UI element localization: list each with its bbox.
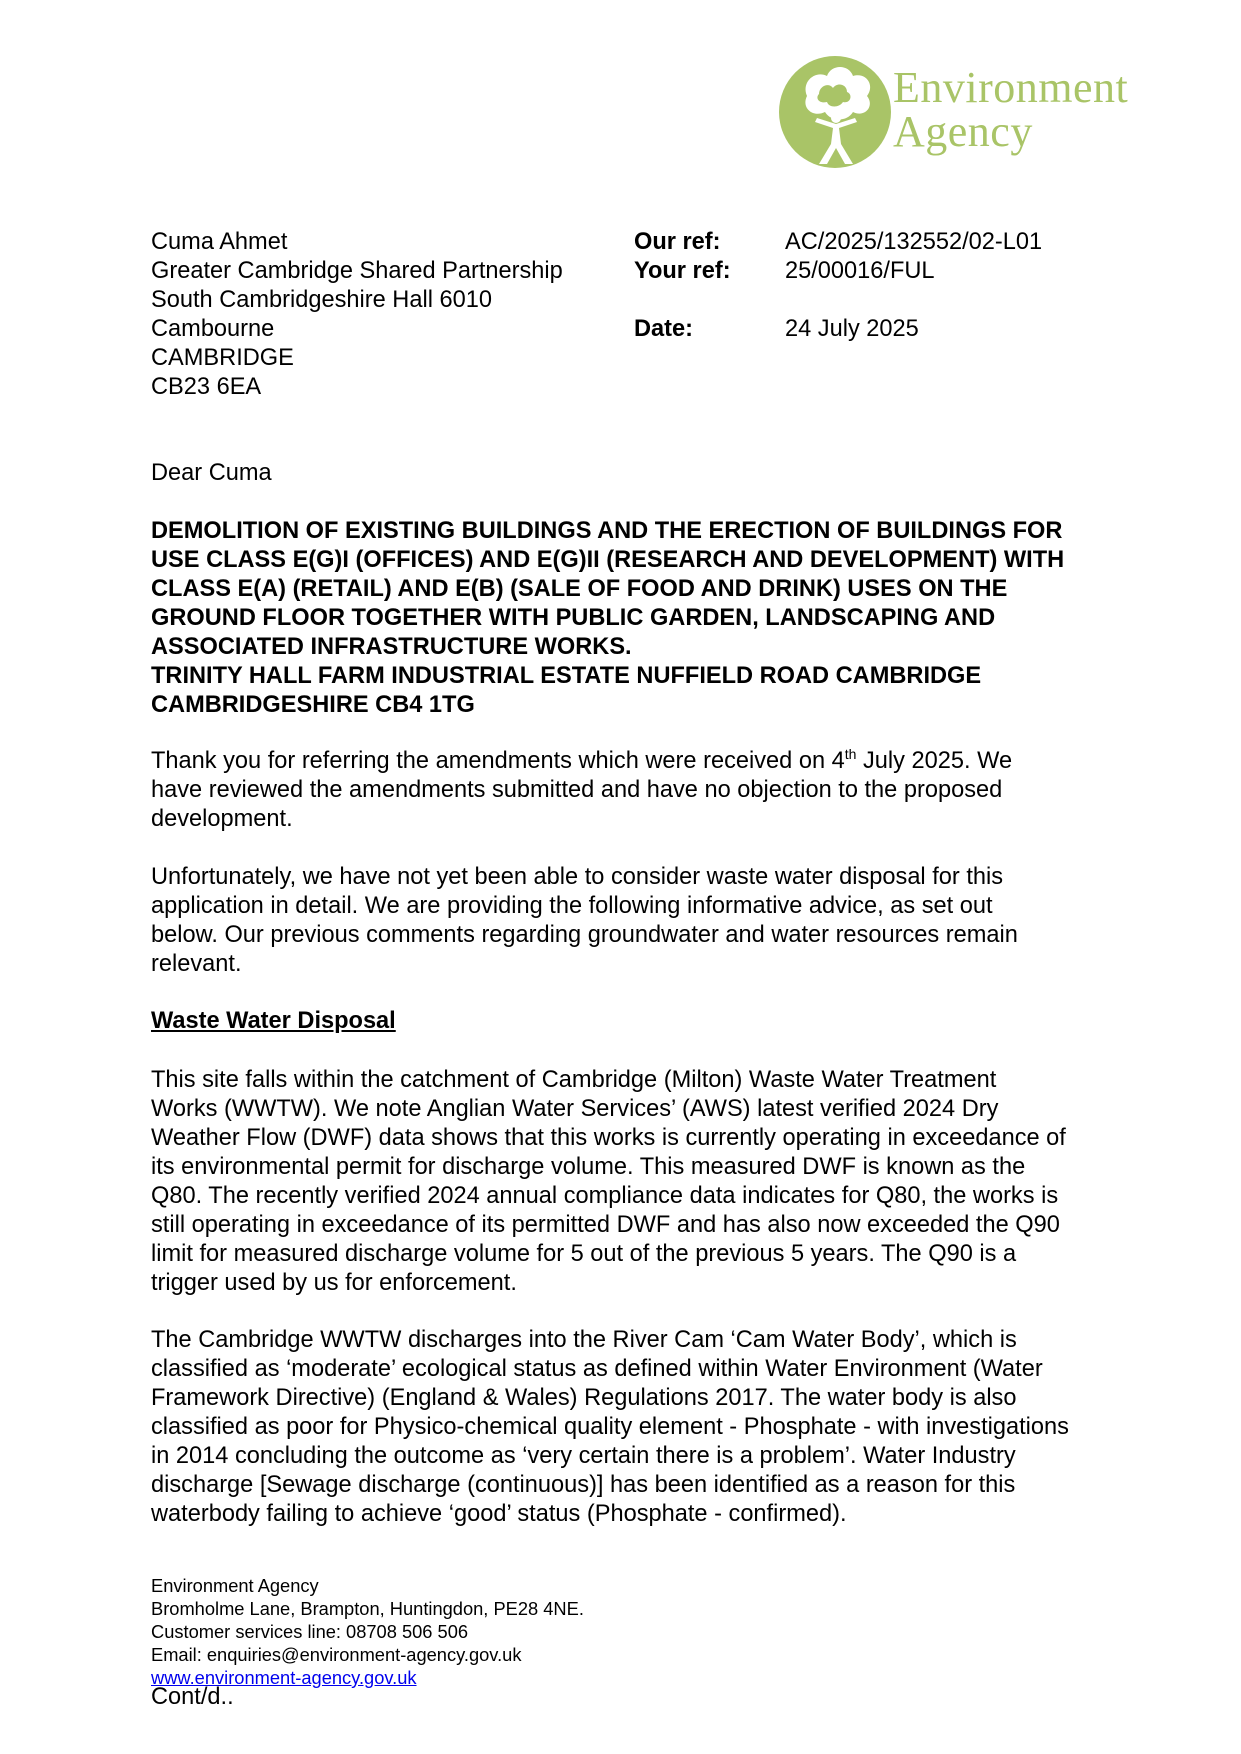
paragraph-line <box>151 747 1151 776</box>
paragraph-line: limit for measured discharge volume for 5 out of the previous 5 years. The Q90 is a <box>151 1241 1017 1267</box>
paragraph-line: trigger used by us for enforcement. <box>151 1270 517 1296</box>
subject-site-line: CAMBRIDGESHIRE CB4 1TG <box>151 692 475 718</box>
paragraph-line: still operating in exceedance of its permitted DWF and has also now exceeded the Q90 <box>151 1212 1060 1238</box>
date-value: 24 July 2025 <box>785 316 919 342</box>
subject-line: CLASS E(A) (RETAIL) AND E(B) (SALE OF FOOD AND DRINK) USES ON THE <box>151 576 1008 602</box>
subject-line: ASSOCIATED INFRASTRUCTURE WORKS. <box>151 634 632 660</box>
recipient-address-line: Cambourne <box>151 316 275 342</box>
paragraph-line: This site falls within the catchment of Cambridge (Milton) Waste Water Treatment <box>151 1067 997 1093</box>
paragraph-line: Unfortunately, we have not yet been able to consider waste water disposal for this <box>151 864 1004 890</box>
paragraph-line: have reviewed the amendments submitted and have no objection to the proposed <box>151 777 1003 803</box>
paragraph-line: classified as ‘moderate’ ecological status as defined within Water Environment (Water <box>151 1356 1043 1382</box>
subject-line: USE CLASS E(G)I (OFFICES) AND E(G)II (RESEARCH AND DEVELOPMENT) WITH <box>151 547 1065 573</box>
recipient-organisation: Greater Cambridge Shared Partnership <box>151 258 563 284</box>
footer-phone: Customer services line: 08708 506 506 <box>151 1621 469 1642</box>
paragraph-river-cam <box>151 1326 1151 1529</box>
paragraph-line: development. <box>151 806 293 832</box>
recipient-address-line: CAMBRIDGE <box>151 345 294 371</box>
paragraph-line: in 2014 concluding the outcome as ‘very certain there is a problem’. Water Industry <box>151 1443 1016 1469</box>
paragraph-line: Weather Flow (DWF) data shows that this works is currently operating in exceedance of <box>151 1125 1066 1151</box>
recipient-postcode: CB23 6EA <box>151 374 262 400</box>
recipient-address <box>151 228 563 402</box>
paragraph-line: its environmental permit for discharge volume. This measured DWF is known as the <box>151 1154 1026 1180</box>
logo-text-agency: Agency <box>893 107 1033 156</box>
footer-email: Email: enquiries@environment-agency.gov.uk <box>151 1644 522 1665</box>
paragraph-catchment <box>151 1066 1151 1298</box>
recipient-address-line: South Cambridgeshire Hall 6010 <box>151 287 492 313</box>
our-ref-value: AC/2025/132552/02-L01 <box>785 229 1043 255</box>
environment-agency-tree-figure-icon <box>775 52 895 172</box>
text-run: July 2025. We <box>856 748 1013 774</box>
your-ref-value: 25/00016/FUL <box>785 258 935 284</box>
date-label: Date: <box>634 316 693 342</box>
paragraph-line: relevant. <box>151 951 242 977</box>
continued-marker: Cont/d.. <box>151 1684 234 1710</box>
paragraph-line: waterbody failing to achieve ‘good’ status (Phosphate - confirmed). <box>151 1501 847 1527</box>
footer-org: Environment Agency <box>151 1575 319 1596</box>
paragraph-line: Works (WWTW). We note Anglian Water Services’ (AWS) latest verified 2024 Dry <box>151 1096 999 1122</box>
paragraph-line: application in detail. We are providing the following informative advice, as set out <box>151 893 993 919</box>
footer-contact <box>151 1574 584 1689</box>
section-heading-waste-water: Waste Water Disposal <box>151 1008 396 1034</box>
text-run: Thank you for referring the amendments which were received on 4 <box>151 748 845 774</box>
paragraph-line: Q80. The recently verified 2024 annual compliance data indicates for Q80, the works is <box>151 1183 1059 1209</box>
subject-line: DEMOLITION OF EXISTING BUILDINGS AND THE ERECTION OF BUILDINGS FOR <box>151 518 1063 544</box>
paragraph-informative-advice <box>151 863 1151 979</box>
our-ref-label: Our ref: <box>634 229 721 255</box>
paragraph-line: The Cambridge WWTW discharges into the River Cam ‘Cam Water Body’, which is <box>151 1327 1017 1353</box>
salutation: Dear Cuma <box>151 460 272 486</box>
paragraph-line: below. Our previous comments regarding groundwater and water resources remain <box>151 922 1018 948</box>
footer-website-link[interactable]: www.environment-agency.gov.uk <box>151 1667 417 1688</box>
environment-agency-logo <box>775 52 1155 172</box>
paragraph-line: classified as poor for Physico-chemical quality element - Phosphate - with investigations <box>151 1414 1069 1440</box>
footer-address: Bromholme Lane, Brampton, Huntingdon, PE28 4NE. <box>151 1598 584 1619</box>
recipient-name: Cuma Ahmet <box>151 229 288 255</box>
paragraph-line: Framework Directive) (England & Wales) Regulations 2017. The water body is also <box>151 1385 1017 1411</box>
subject-block <box>151 517 1151 720</box>
subject-site-line: TRINITY HALL FARM INDUSTRIAL ESTATE NUFFIELD ROAD CAMBRIDGE <box>151 663 982 689</box>
ordinal-suffix: th <box>844 746 857 762</box>
your-ref-label: Your ref: <box>634 258 731 284</box>
paragraph-amendments <box>151 747 1151 834</box>
paragraph-line: discharge [Sewage discharge (continuous)] has been identified as a reason for this <box>151 1472 1016 1498</box>
subject-line: GROUND FLOOR TOGETHER WITH PUBLIC GARDEN, LANDSCAPING AND <box>151 605 996 631</box>
logo-text-environment: Environment <box>893 63 1129 112</box>
